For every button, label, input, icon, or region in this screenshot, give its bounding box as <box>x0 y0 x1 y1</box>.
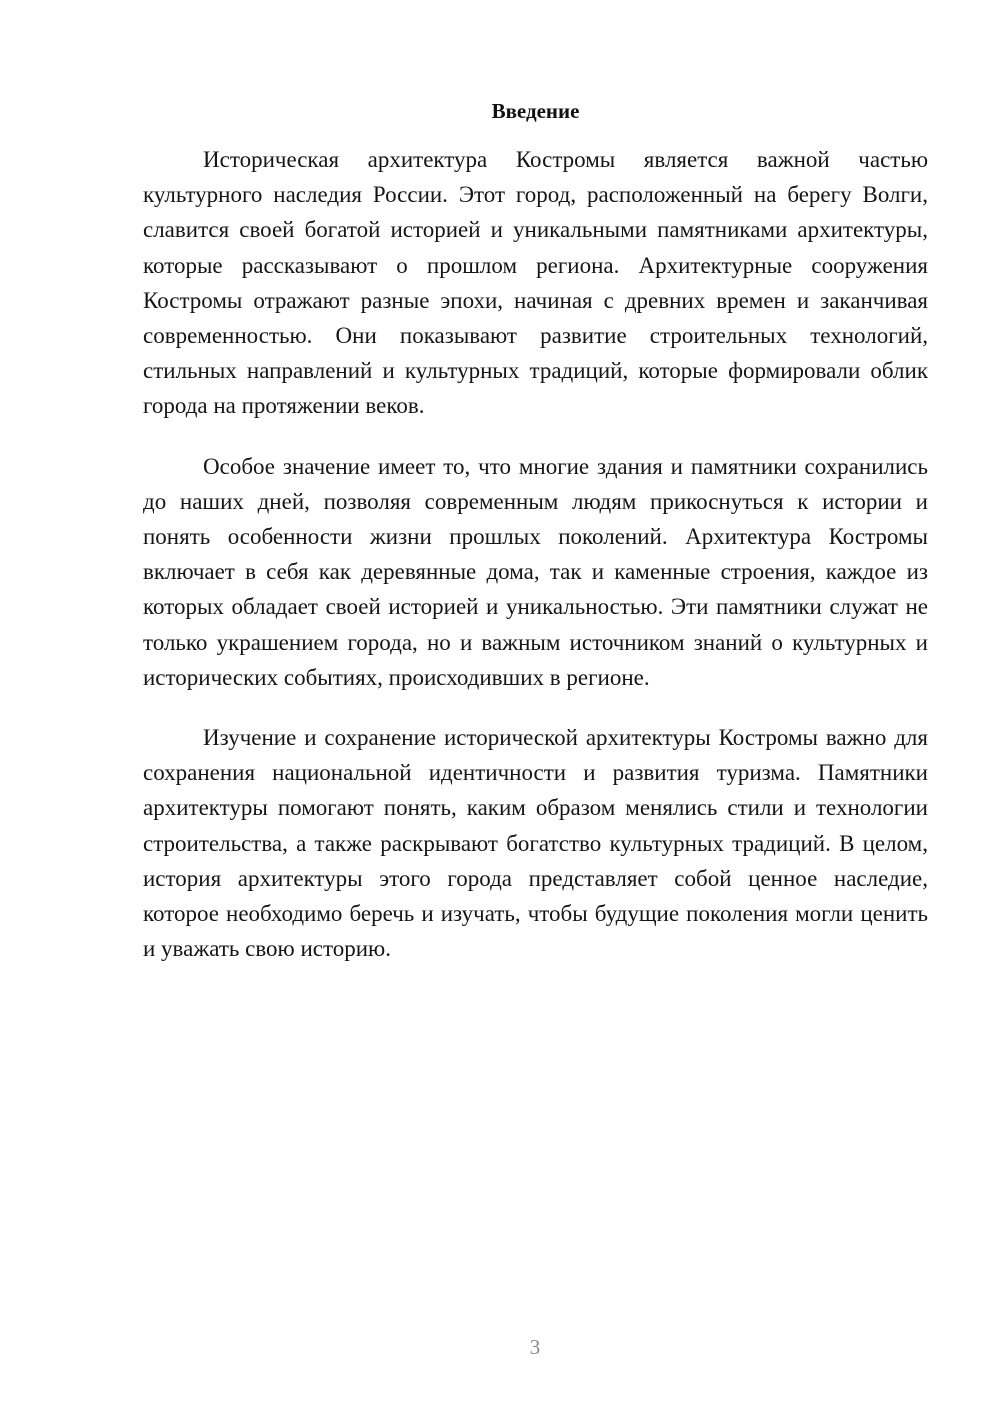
paragraph-3: Изучение и сохранение исторической архитектуры Костромы важно для сохранения национальной идентичности и развития туризма. Памятники архитектуры помогают понять, каким образом менялись стили и технологии строительства, а также раскрывают богатство культурных традиций. В целом, история архитектуры этого города представляет собой ценное наследие, которое необходимо беречь и изучать, чтобы будущие поколения могли ценить и уважать свою историю. <box>143 725 928 962</box>
page-number: 3 <box>529 1335 541 1359</box>
body-text <box>143 142 928 991</box>
section-title: Введение <box>491 99 580 123</box>
paragraph-1: Историческая архитектура Костромы является важной частью культурного наследия России. Этот город, расположенный на берегу Волги, славится своей богатой историей и уникальными памятниками архитектуры, которые рассказывают о прошлом региона. Архитектурные сооружения Костромы отражают разные эпохи, начиная с древних времен и заканчивая современностью. Они показывают развитие строительных технологий, стильных направлений и культурных традиций, которые формировали облик города на протяжении веков. <box>143 147 928 419</box>
paragraph-2: Особое значение имеет то, что многие здания и памятники сохранились до наших дней, позволяя современным людям прикоснуться к истории и понять особенности жизни прошлых поколений. Архитектура Костромы включает в себя как деревянные дома, так и каменные строения, каждое из которых обладает своей историей и уникальностью. Эти памятники служат не только украшением города, но и важным источником знаний о культурных и исторических событиях, происходивших в регионе. <box>143 453 928 690</box>
